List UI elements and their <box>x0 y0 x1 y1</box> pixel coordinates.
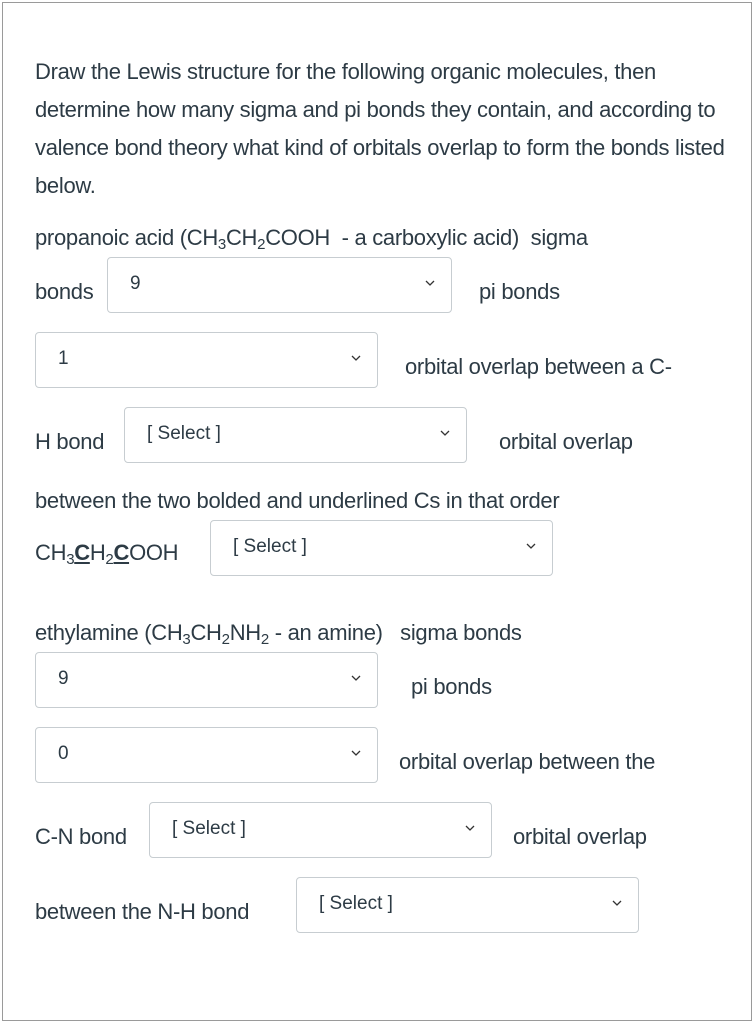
orbital-overlap-label: orbital overlap <box>513 824 647 849</box>
overlap-cn-label: orbital overlap between the <box>399 749 656 774</box>
propanoic-acid-line: propanoic acid ($CH_3CH_2COOH$ - a carboxylic acid) sigma <box>35 225 588 253</box>
chevron-down-icon <box>463 821 477 835</box>
selected-value: [ Select ] <box>319 893 393 914</box>
selected-value: 9 <box>130 273 141 294</box>
chevron-down-icon <box>349 746 363 760</box>
nh-overlap-select[interactable] <box>296 877 639 933</box>
chevron-down-icon <box>349 671 363 685</box>
ethylamine-line: ethylamine ($CH_3CH_2NH_2$ - an amine) sigma bonds <box>35 620 522 648</box>
cn-overlap-select[interactable] <box>149 802 492 858</box>
propanoic-sigma-select[interactable] <box>107 257 452 313</box>
cn-bond-label: C-N bond <box>35 824 127 849</box>
nh-bond-label: between the N-H bond <box>35 899 250 924</box>
h-bond-label: H bond <box>35 429 105 454</box>
selected-value: 9 <box>58 668 69 689</box>
selected-value: [ Select ] <box>233 536 307 557</box>
selected-value: [ Select ] <box>172 818 246 839</box>
propanoic-pi-select[interactable] <box>35 332 378 388</box>
chevron-down-icon <box>438 426 452 440</box>
cc-overlap-select[interactable] <box>210 520 553 576</box>
ethylamine-sigma-select[interactable] <box>35 652 378 708</box>
chevron-down-icon <box>610 896 624 910</box>
pi-bonds-label: pi bonds <box>411 674 492 699</box>
instructions: Draw the Lewis structure for the following organic molecules, then determine how many sigma and pi bonds they contain, and according to valence bond theory what kind of orbitals overlap to form the bonds listed below. <box>35 59 725 198</box>
chevron-down-icon <box>349 351 363 365</box>
propanoic-formula: $CH_3CH_2COOH$ <box>35 540 179 568</box>
orbital-overlap-label: orbital overlap <box>499 429 633 454</box>
chevron-down-icon <box>423 276 437 290</box>
ethylamine-pi-select[interactable] <box>35 727 378 783</box>
pi-bonds-label: pi bonds <box>479 279 560 304</box>
selected-value: [ Select ] <box>147 423 221 444</box>
between-cs-label: between the two bolded and underlined Cs in that order <box>35 488 560 513</box>
selected-value: 0 <box>58 743 69 764</box>
selected-value: 1 <box>58 348 69 369</box>
overlap-ch-label: orbital overlap between a C- <box>405 354 672 379</box>
chevron-down-icon <box>524 539 538 553</box>
bonds-label: bonds <box>35 279 94 304</box>
ch-overlap-select[interactable] <box>124 407 467 463</box>
